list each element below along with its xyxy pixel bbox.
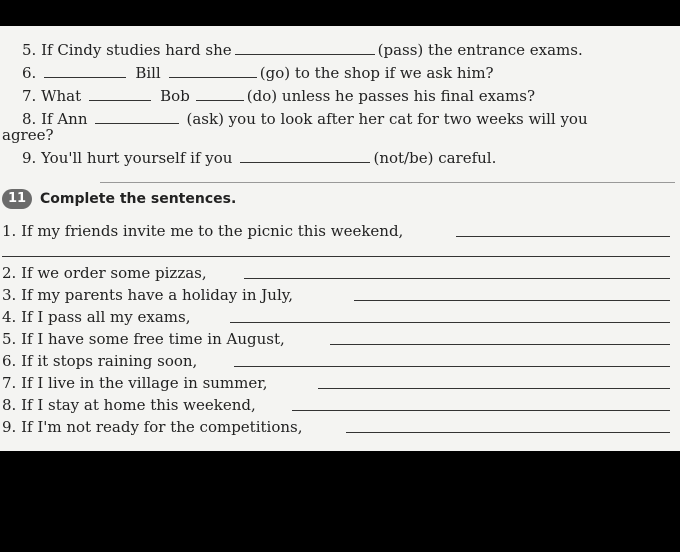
answer-blank[interactable] <box>196 86 244 101</box>
sentence-7-subject: Bob <box>160 87 190 105</box>
sentence-5 <box>22 40 583 59</box>
answer-line[interactable] <box>346 432 670 433</box>
answer-blank[interactable] <box>169 63 257 78</box>
sentence-6 <box>22 63 494 82</box>
sentence-8-start: 8. If Ann <box>22 110 88 128</box>
answer-line[interactable] <box>292 410 670 411</box>
answer-line[interactable] <box>330 344 670 345</box>
section-divider <box>100 182 675 183</box>
completion-item-3 <box>2 286 293 304</box>
item-text: 9. If I'm not ready for the competitions, <box>2 418 303 436</box>
sentence-8-wrap: agree? <box>2 126 54 144</box>
answer-line-continuation[interactable] <box>2 256 670 257</box>
answer-blank[interactable] <box>95 109 179 124</box>
answer-line[interactable] <box>318 388 670 389</box>
answer-blank[interactable] <box>235 40 375 55</box>
exercise-11-header <box>2 188 236 210</box>
sentence-6-end: (go) to the shop if we ask him? <box>259 64 494 82</box>
completion-item-6 <box>2 352 197 370</box>
exercise-number-badge: 11 <box>2 189 32 209</box>
sentence-7-end: (do) unless he passes his final exams? <box>246 87 535 105</box>
sentence-9-start: 9. You'll hurt yourself if you <box>22 149 233 167</box>
completion-item-8 <box>2 396 256 414</box>
workbook-page <box>0 26 680 451</box>
sentence-9 <box>22 148 496 167</box>
sentence-5-end: (pass) the entrance exams. <box>377 41 583 59</box>
answer-blank[interactable] <box>44 63 126 78</box>
answer-line[interactable] <box>244 278 670 279</box>
completion-item-9 <box>2 418 302 436</box>
sentence-6-subject: Bill <box>135 64 161 82</box>
completion-item-5 <box>2 330 285 348</box>
sentence-6-number: 6. <box>22 64 37 82</box>
answer-line[interactable] <box>354 300 670 301</box>
sentence-7 <box>22 86 535 105</box>
exercise-11-title: Complete the sentences. <box>40 190 237 207</box>
completion-item-7 <box>2 374 268 392</box>
completion-item-4 <box>2 308 190 326</box>
completion-item-1 <box>2 222 403 240</box>
sentence-5-start: 5. If Cindy studies hard she <box>22 41 232 59</box>
item-text: 2. If we order some pizzas, <box>2 264 207 282</box>
item-text: 3. If my parents have a holiday in July, <box>2 286 293 304</box>
sentence-8-middle: (ask) you to look after her cat for two weeks will you <box>186 110 588 128</box>
item-text: 6. If it stops raining soon, <box>2 352 198 370</box>
answer-line[interactable] <box>230 322 670 323</box>
item-text: 4. If I pass all my exams, <box>2 308 191 326</box>
answer-line[interactable] <box>456 236 670 237</box>
sentence-8 <box>22 109 588 128</box>
sentence-9-end: (not/be) careful. <box>373 149 497 167</box>
item-text: 8. If I stay at home this weekend, <box>2 396 256 414</box>
answer-blank[interactable] <box>240 148 370 163</box>
item-text: 7. If I live in the village in summer, <box>2 374 268 392</box>
completion-item-2 <box>2 264 207 282</box>
answer-blank[interactable] <box>89 86 151 101</box>
answer-line[interactable] <box>234 366 670 367</box>
item-text: 5. If I have some free time in August, <box>2 330 285 348</box>
item-text: 1. If my friends invite me to the picnic this weekend, <box>2 222 404 240</box>
sentence-7-start: 7. What <box>22 87 82 105</box>
